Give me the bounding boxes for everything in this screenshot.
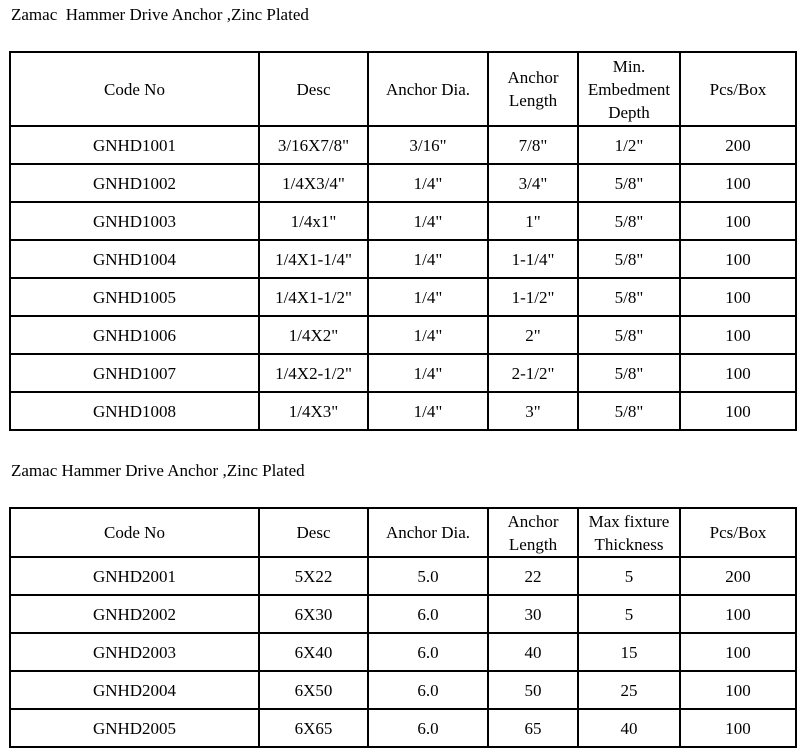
cell-anchor-length: 22 (488, 557, 578, 595)
header-row (10, 52, 796, 126)
cell-anchor-length: 40 (488, 633, 578, 671)
column-header-line: Min. (612, 56, 646, 76)
column-header-line: Anchor (507, 68, 559, 87)
cell-pcs-per-box: 100 (680, 392, 796, 430)
cell-depth-or-thickness: 5/8" (578, 240, 680, 278)
table-row (10, 557, 796, 595)
cell-anchor-length: 65 (488, 709, 578, 747)
column-header-line: Embedment (587, 79, 671, 99)
column-header-code-no (10, 52, 259, 126)
table-row (10, 595, 796, 633)
cell-desc: 1/4X1-1/2" (259, 278, 368, 316)
header-row (10, 508, 796, 557)
cell-code-no: GNHD1008 (10, 392, 259, 430)
column-header-line: Pcs/Box (709, 79, 767, 99)
table-2-title: Zamac Hammer Drive Anchor ,Zinc Plated (11, 461, 305, 480)
table-row (10, 633, 796, 671)
column-header-pcs-per-box (680, 508, 796, 557)
cell-pcs-per-box: 200 (680, 126, 796, 164)
cell-anchor-length: 2-1/2" (488, 354, 578, 392)
column-header-code-no (10, 508, 259, 557)
cell-depth-or-thickness: 5 (578, 595, 680, 633)
column-header-line: Desc (296, 79, 331, 99)
cell-pcs-per-box: 100 (680, 278, 796, 316)
table-row (10, 202, 796, 240)
cell-code-no: GNHD1001 (10, 126, 259, 164)
cell-desc: 6X50 (259, 671, 368, 709)
cell-desc: 1/4X2-1/2" (259, 354, 368, 392)
cell-anchor-length: 1-1/4" (488, 240, 578, 278)
column-header-anchor-length (488, 52, 578, 126)
cell-code-no: GNHD2002 (10, 595, 259, 633)
cell-pcs-per-box: 100 (680, 709, 796, 747)
table-row (10, 354, 796, 392)
cell-anchor-length: 7/8" (488, 126, 578, 164)
cell-anchor-dia: 3/16" (368, 126, 488, 164)
column-header-line: Desc (296, 523, 331, 542)
table-1-title: Zamac Hammer Drive Anchor ,Zinc Plated (11, 5, 309, 24)
table-row (10, 240, 796, 278)
table-row (10, 126, 796, 164)
cell-anchor-dia: 6.0 (368, 595, 488, 633)
cell-code-no: GNHD2004 (10, 671, 259, 709)
cell-pcs-per-box: 100 (680, 316, 796, 354)
cell-code-no: GNHD2001 (10, 557, 259, 595)
cell-anchor-dia: 1/4" (368, 164, 488, 202)
table-row (10, 278, 796, 316)
table-row (10, 671, 796, 709)
cell-depth-or-thickness: 15 (578, 633, 680, 671)
spec-table-2 (9, 507, 797, 748)
cell-pcs-per-box: 100 (680, 202, 796, 240)
cell-pcs-per-box: 100 (680, 354, 796, 392)
cell-code-no: GNHD1006 (10, 316, 259, 354)
cell-anchor-length: 1-1/2" (488, 278, 578, 316)
column-header-line: Length (508, 91, 558, 110)
cell-code-no: GNHD1007 (10, 354, 259, 392)
cell-pcs-per-box: 100 (680, 595, 796, 633)
column-header-depth-or-thickness (578, 52, 680, 126)
cell-anchor-length: 3/4" (488, 164, 578, 202)
column-header-line: Depth (608, 102, 650, 122)
table-row (10, 392, 796, 430)
cell-desc: 5X22 (259, 557, 368, 595)
cell-desc: 6X40 (259, 633, 368, 671)
column-header-line: Length (508, 534, 558, 554)
cell-depth-or-thickness: 5/8" (578, 354, 680, 392)
cell-desc: 1/4X2" (259, 316, 368, 354)
cell-code-no: GNHD1003 (10, 202, 259, 240)
cell-depth-or-thickness: 40 (578, 709, 680, 747)
cell-desc: 3/16X7/8" (259, 126, 368, 164)
column-header-line: Max fixture (588, 511, 670, 531)
column-header-anchor-dia (368, 508, 488, 557)
cell-depth-or-thickness: 5/8" (578, 164, 680, 202)
column-header-depth-or-thickness (578, 508, 680, 557)
cell-pcs-per-box: 100 (680, 164, 796, 202)
column-header-anchor-length (488, 508, 578, 557)
cell-anchor-dia: 1/4" (368, 354, 488, 392)
cell-anchor-dia: 6.0 (368, 633, 488, 671)
column-header-line: Code No (104, 523, 165, 542)
cell-code-no: GNHD1004 (10, 240, 259, 278)
cell-anchor-dia: 1/4" (368, 316, 488, 354)
cell-desc: 6X65 (259, 709, 368, 747)
cell-anchor-length: 50 (488, 671, 578, 709)
column-header-line: Pcs/Box (709, 523, 767, 542)
cell-depth-or-thickness: 25 (578, 671, 680, 709)
cell-depth-or-thickness: 5/8" (578, 392, 680, 430)
cell-anchor-dia: 6.0 (368, 671, 488, 709)
cell-pcs-per-box: 100 (680, 633, 796, 671)
cell-anchor-length: 3" (488, 392, 578, 430)
column-header-desc (259, 508, 368, 557)
cell-anchor-dia: 1/4" (368, 202, 488, 240)
table-row (10, 164, 796, 202)
cell-anchor-dia: 1/4" (368, 240, 488, 278)
table-row (10, 316, 796, 354)
cell-depth-or-thickness: 5 (578, 557, 680, 595)
cell-pcs-per-box: 100 (680, 671, 796, 709)
cell-depth-or-thickness: 1/2" (578, 126, 680, 164)
cell-depth-or-thickness: 5/8" (578, 316, 680, 354)
cell-desc: 6X30 (259, 595, 368, 633)
cell-anchor-dia: 1/4" (368, 278, 488, 316)
cell-depth-or-thickness: 5/8" (578, 202, 680, 240)
cell-code-no: GNHD1002 (10, 164, 259, 202)
column-header-line: Anchor (507, 511, 559, 531)
column-header-line: Thickness (594, 534, 664, 554)
spec-table-1 (9, 51, 797, 431)
cell-anchor-dia: 5.0 (368, 557, 488, 595)
table-row (10, 709, 796, 747)
column-header-line: Code No (104, 79, 165, 99)
cell-code-no: GNHD2005 (10, 709, 259, 747)
cell-desc: 1/4X3" (259, 392, 368, 430)
cell-desc: 1/4x1" (259, 202, 368, 240)
cell-pcs-per-box: 200 (680, 557, 796, 595)
cell-pcs-per-box: 100 (680, 240, 796, 278)
cell-desc: 1/4X3/4" (259, 164, 368, 202)
column-header-line: Anchor Dia. (385, 523, 471, 542)
cell-depth-or-thickness: 5/8" (578, 278, 680, 316)
column-header-line: Anchor Dia. (385, 79, 471, 99)
cell-anchor-length: 30 (488, 595, 578, 633)
cell-anchor-length: 1" (488, 202, 578, 240)
column-header-pcs-per-box (680, 52, 796, 126)
column-header-anchor-dia (368, 52, 488, 126)
cell-anchor-length: 2" (488, 316, 578, 354)
cell-anchor-dia: 1/4" (368, 392, 488, 430)
cell-desc: 1/4X1-1/4" (259, 240, 368, 278)
cell-anchor-dia: 6.0 (368, 709, 488, 747)
cell-code-no: GNHD2003 (10, 633, 259, 671)
column-header-desc (259, 52, 368, 126)
cell-code-no: GNHD1005 (10, 278, 259, 316)
